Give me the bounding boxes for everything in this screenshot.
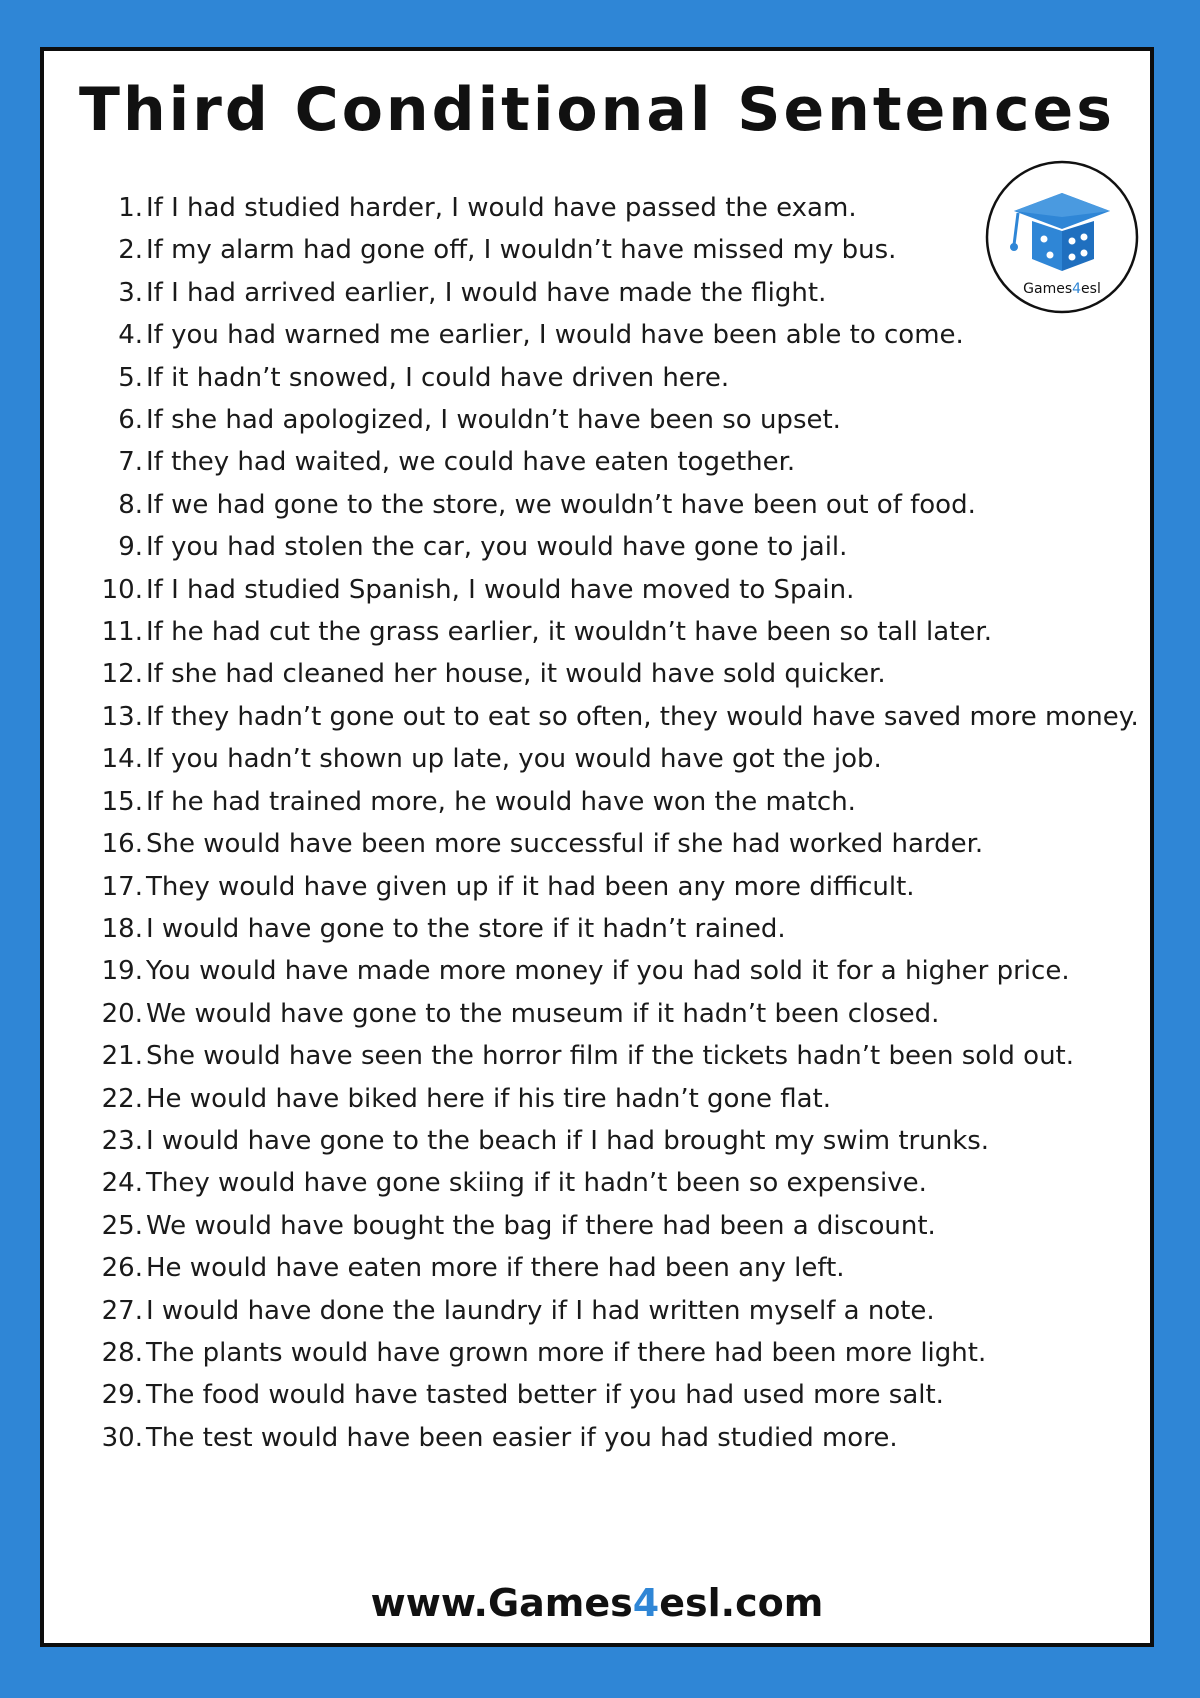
item-sentence: We would have gone to the museum if it hadn’t been closed. [146, 998, 940, 1029]
worksheet-card [40, 47, 1154, 1647]
list-item [68, 441, 1148, 483]
list-item [68, 1247, 1148, 1289]
item-sentence: I would have gone to the beach if I had brought my swim trunks. [146, 1125, 990, 1156]
item-sentence: If they had waited, we could have eaten together. [146, 447, 796, 478]
item-number: 28. [101, 1337, 143, 1368]
list-item [68, 653, 1148, 695]
item-number: 30. [101, 1422, 143, 1453]
item-number: 23. [101, 1125, 143, 1156]
item-number: 4. [118, 320, 143, 351]
item-number: 10. [101, 574, 143, 605]
item-sentence: The test would have been easier if you had studied more. [146, 1422, 898, 1453]
item-number: 26. [101, 1253, 143, 1284]
item-sentence: He would have biked here if his tire hadn’t gone flat. [146, 1083, 831, 1114]
item-number: 14. [101, 744, 143, 775]
item-sentence: If you had warned me earlier, I would have been able to come. [146, 320, 964, 351]
list-item [68, 569, 1148, 611]
list-item [68, 696, 1148, 738]
item-sentence: If she had cleaned her house, it would have sold quicker. [146, 659, 886, 690]
item-sentence: If he had trained more, he would have won the match. [146, 786, 856, 817]
item-number: 13. [101, 701, 143, 732]
footer-url: www.Games4esl.com [370, 1581, 824, 1625]
list-item [68, 484, 1148, 526]
item-number: 22. [101, 1083, 143, 1114]
item-sentence: If you hadn’t shown up late, you would have got the job. [146, 744, 882, 775]
item-sentence: I would have gone to the store if it hadn’t rained. [146, 913, 786, 944]
sentence-list [68, 187, 1148, 1459]
item-number: 5. [118, 362, 143, 393]
item-sentence: If my alarm had gone off, I wouldn’t have missed my bus. [146, 235, 897, 266]
list-item [68, 1332, 1148, 1374]
list-item [68, 229, 1148, 271]
item-number: 1. [118, 193, 143, 223]
list-item [68, 1290, 1148, 1332]
item-number: 17. [101, 871, 143, 902]
item-sentence: I would have done the laundry if I had written myself a note. [146, 1295, 935, 1326]
list-item [68, 823, 1148, 865]
item-number: 3. [118, 277, 143, 308]
item-number: 11. [101, 617, 143, 648]
item-number: 24. [101, 1168, 143, 1199]
list-item [68, 781, 1148, 823]
item-sentence: If I had arrived earlier, I would have made the flight. [146, 277, 827, 308]
list-item [68, 1078, 1148, 1120]
item-sentence: If it hadn’t snowed, I could have driven here. [146, 362, 730, 393]
list-item [68, 738, 1148, 780]
logo-wordmark: Games4esl [1023, 281, 1101, 297]
item-number: 27. [101, 1295, 143, 1326]
page-title: Third Conditional Sentences [79, 75, 1115, 145]
list-item [68, 1417, 1148, 1459]
item-sentence: If he had cut the grass earlier, it wouldn’t have been so tall later. [146, 617, 992, 648]
list-item [68, 1035, 1148, 1077]
item-sentence: He would have eaten more if there had been any left. [146, 1253, 845, 1284]
item-sentence: If they hadn’t gone out to eat so often, they would have saved more money. [146, 701, 1139, 732]
list-item [68, 993, 1148, 1035]
item-sentence: She would have seen the horror film if the tickets hadn’t been sold out. [146, 1041, 1075, 1072]
item-number: 7. [118, 447, 143, 478]
item-sentence: If you had stolen the car, you would have gone to jail. [146, 532, 848, 563]
list-item [68, 526, 1148, 568]
list-item [68, 866, 1148, 908]
item-number: 19. [101, 956, 143, 987]
list-item [68, 399, 1148, 441]
item-sentence: If I had studied Spanish, I would have moved to Spain. [146, 574, 855, 605]
item-number: 18. [101, 913, 143, 944]
list-item [68, 272, 1148, 314]
list-item [68, 314, 1148, 356]
list-item [68, 1120, 1148, 1162]
item-number: 15. [101, 786, 143, 817]
item-number: 29. [101, 1380, 143, 1411]
list-item [68, 1374, 1148, 1416]
item-sentence: The food would have tasted better if you had used more salt. [146, 1380, 944, 1411]
item-sentence: If I had studied harder, I would have passed the exam. [146, 193, 857, 223]
item-sentence: If we had gone to the store, we wouldn’t have been out of food. [146, 489, 976, 520]
item-number: 2. [118, 235, 143, 266]
item-sentence: You would have made more money if you had sold it for a higher price. [146, 956, 1070, 987]
item-sentence: If she had apologized, I wouldn’t have been so upset. [146, 405, 841, 436]
item-number: 16. [101, 829, 143, 860]
list-item [68, 908, 1148, 950]
item-sentence: They would have gone skiing if it hadn’t been so expensive. [146, 1168, 927, 1199]
item-sentence: We would have bought the bag if there had been a discount. [146, 1210, 936, 1241]
item-number: 9. [118, 532, 143, 563]
list-item [68, 1162, 1148, 1204]
list-item [68, 357, 1148, 399]
item-number: 25. [101, 1210, 143, 1241]
item-number: 21. [101, 1041, 143, 1072]
list-item [68, 950, 1148, 992]
list-item [68, 1205, 1148, 1247]
item-sentence: The plants would have grown more if there had been more light. [146, 1337, 987, 1368]
list-item [68, 611, 1148, 653]
item-sentence: They would have given up if it had been any more difficult. [146, 871, 915, 902]
list-item [68, 187, 1148, 229]
item-number: 12. [101, 659, 143, 690]
item-number: 20. [101, 998, 143, 1029]
item-number: 6. [118, 405, 143, 436]
item-sentence: She would have been more successful if she had worked harder. [146, 829, 984, 860]
item-number: 8. [118, 489, 143, 520]
